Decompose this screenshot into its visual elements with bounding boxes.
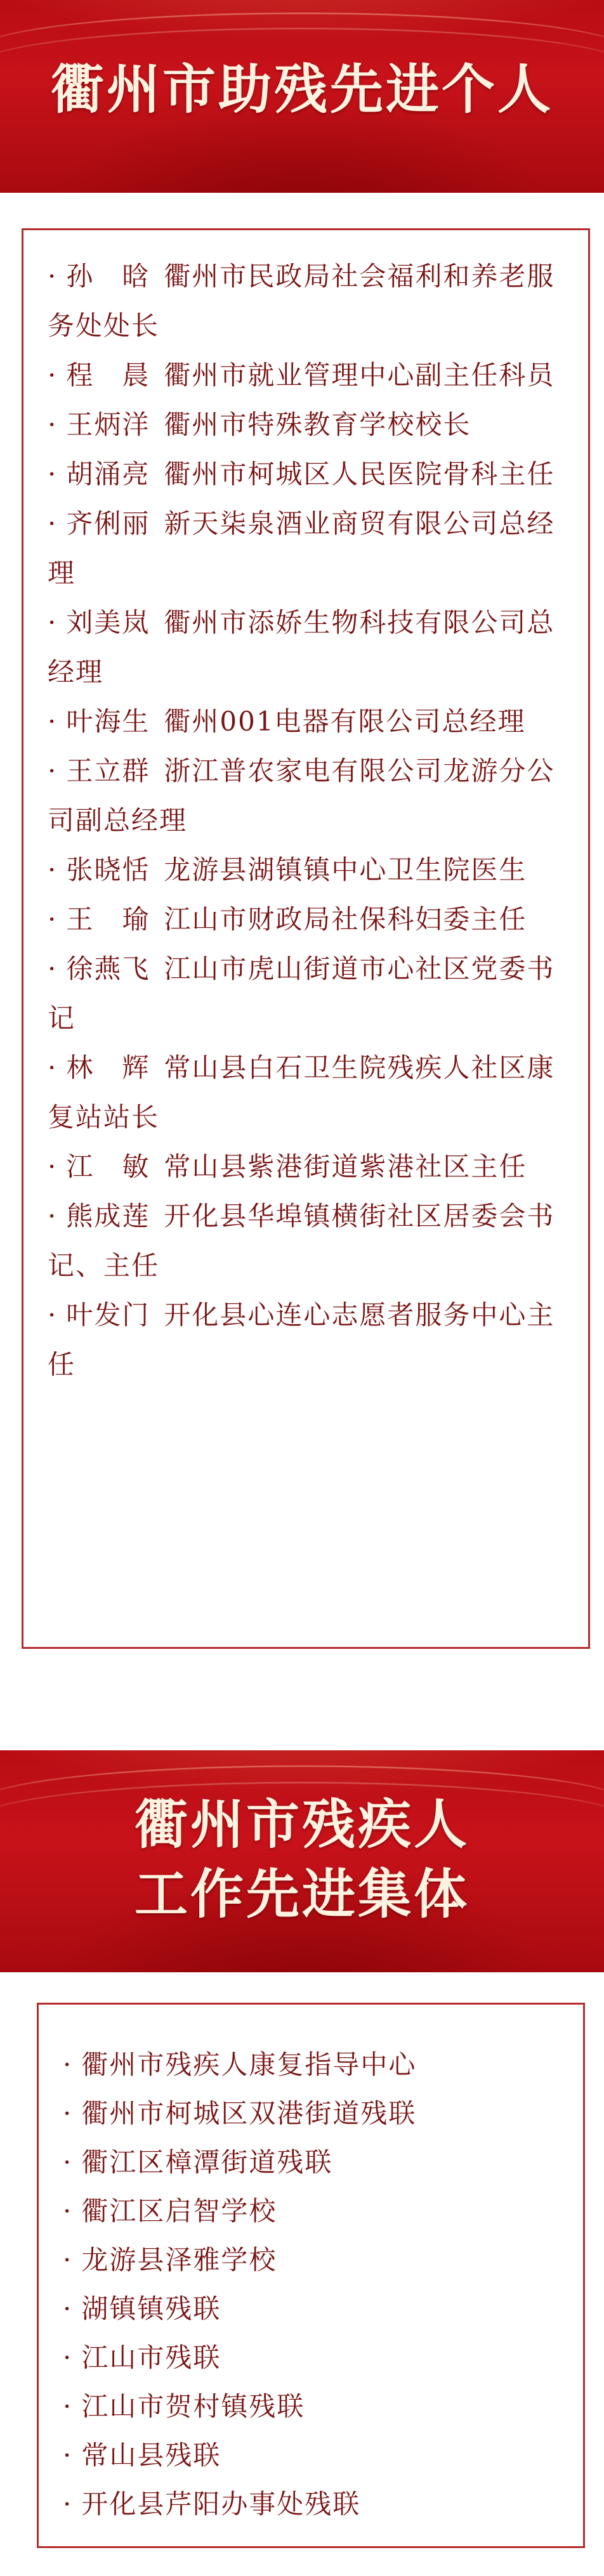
person-description: 衢州市就业管理中心副主任科员 [164, 360, 555, 391]
person-entry [48, 1192, 569, 1291]
group-name: 衢江区启智学校 [81, 2195, 277, 2227]
group-name: 湖镇镇残联 [81, 2293, 221, 2324]
bullet-dot: · [63, 2147, 73, 2178]
person-entry [48, 1142, 569, 1192]
group-entry [63, 2187, 564, 2235]
person-name: 孙 晗 [66, 261, 150, 292]
person-description: 新天柒泉酒业商贸有限公司总经理 [48, 508, 555, 589]
person-name: 叶海生 [66, 706, 150, 737]
section1-title: 衢州市助残先进个人 [50, 58, 553, 120]
bullet-dot: · [63, 2391, 73, 2422]
person-name: 程 晨 [66, 360, 150, 391]
person-name: 叶发门 [66, 1299, 150, 1330]
person-description: 衢州市民政局社会福利和养老服务处处长 [48, 261, 555, 341]
person-entry [48, 400, 569, 450]
section2-title [0, 1790, 604, 1929]
section2-title-line2: 工作先进集体 [134, 1863, 469, 1925]
group-name: 衢州市柯城区双港街道残联 [81, 2098, 417, 2129]
person-description: 开化县华埠镇横街社区居委会书记、主任 [48, 1200, 555, 1281]
bullet-dot: · [63, 2342, 73, 2373]
bullet-dot: · [63, 2293, 73, 2324]
person-name: 齐俐丽 [66, 508, 150, 539]
group-entry [63, 2431, 564, 2480]
bullet-dot: · [48, 854, 58, 885]
bullet-dot: · [48, 1200, 58, 1232]
person-name: 王炳洋 [66, 409, 150, 440]
person-entry [48, 450, 569, 499]
bullet-dot: · [48, 508, 58, 539]
section2-banner [0, 1750, 604, 1972]
person-name: 徐燕飞 [66, 953, 150, 984]
person-entry [48, 697, 569, 746]
group-entry [63, 2138, 564, 2187]
bullet-dot: · [48, 706, 58, 737]
person-entry [48, 1043, 569, 1142]
person-description: 龙游县湖镇镇中心卫生院医生 [164, 854, 527, 885]
person-entry [48, 499, 569, 598]
bullet-dot: · [48, 360, 58, 391]
person-name: 王立群 [66, 755, 150, 786]
section1-banner [0, 0, 604, 193]
bullet-dot: · [48, 953, 58, 984]
bullet-dot: · [63, 2244, 73, 2275]
group-name: 常山县残联 [81, 2440, 221, 2471]
person-description: 衢州市特殊教育学校校长 [164, 409, 471, 440]
group-entry [63, 2333, 564, 2382]
bullet-dot: · [48, 904, 58, 935]
person-entry [48, 845, 569, 895]
group-name: 开化县芹阳办事处残联 [81, 2488, 361, 2520]
group-name: 江山市残联 [81, 2342, 221, 2373]
bullet-dot: · [63, 2195, 73, 2227]
group-entry [63, 2480, 564, 2528]
person-name: 张晓恬 [66, 854, 150, 885]
group-name: 衢州市残疾人康复指导中心 [81, 2049, 417, 2080]
bullet-dot: · [48, 409, 58, 440]
person-description: 常山县白石卫生院残疾人社区康复站站长 [48, 1052, 555, 1133]
group-name: 龙游县泽雅学校 [81, 2244, 277, 2275]
person-description: 浙江普农家电有限公司龙游分公司副总经理 [48, 755, 555, 836]
person-description: 开化县心连心志愿者服务中心主任 [48, 1299, 555, 1380]
group-entry [63, 2040, 564, 2089]
person-entry [48, 746, 569, 845]
person-entry [48, 351, 569, 400]
bullet-dot: · [48, 1299, 58, 1330]
bullet-dot: · [48, 1151, 58, 1182]
person-description: 常山县紫港街道紫港社区主任 [164, 1151, 527, 1182]
group-name: 江山市贺村镇残联 [81, 2391, 305, 2422]
bullet-dot: · [48, 459, 58, 490]
bullet-dot: · [48, 755, 58, 786]
person-entry [48, 1291, 569, 1389]
group-entry [63, 2382, 564, 2431]
person-entry [48, 252, 569, 351]
person-description: 江山市财政局社保科妇委主任 [164, 904, 527, 935]
person-name: 胡涌亮 [66, 459, 150, 490]
section2-title-line1: 衢州市残疾人 [134, 1793, 469, 1856]
group-name: 衢江区樟潭街道残联 [81, 2147, 333, 2178]
bullet-dot: · [63, 2488, 73, 2520]
person-name: 江 敏 [66, 1151, 150, 1182]
bullet-dot: · [48, 261, 58, 292]
group-entry [63, 2284, 564, 2333]
person-name: 林 辉 [66, 1052, 150, 1083]
group-entry [63, 2235, 564, 2284]
bullet-dot: · [63, 2098, 73, 2129]
group-entry [63, 2089, 564, 2138]
bullet-dot: · [48, 1052, 58, 1083]
bullet-dot: · [63, 2049, 73, 2080]
person-entry [48, 944, 569, 1043]
person-name: 刘美岚 [66, 607, 150, 638]
person-description: 衢州市添娇生物科技有限公司总经理 [48, 607, 555, 687]
person-name: 王 瑜 [66, 904, 150, 935]
person-description: 江山市虎山街道市心社区党委书记 [48, 953, 555, 1034]
person-name: 熊成莲 [66, 1200, 150, 1232]
bullet-dot: · [63, 2440, 73, 2471]
groups-list-box [37, 2003, 585, 2548]
individuals-list-box [22, 228, 590, 1649]
bullet-dot: · [48, 607, 58, 638]
person-entry [48, 598, 569, 697]
person-description: 衢州001电器有限公司总经理 [164, 706, 526, 737]
person-entry [48, 895, 569, 944]
person-description: 衢州市柯城区人民医院骨科主任 [164, 459, 555, 490]
